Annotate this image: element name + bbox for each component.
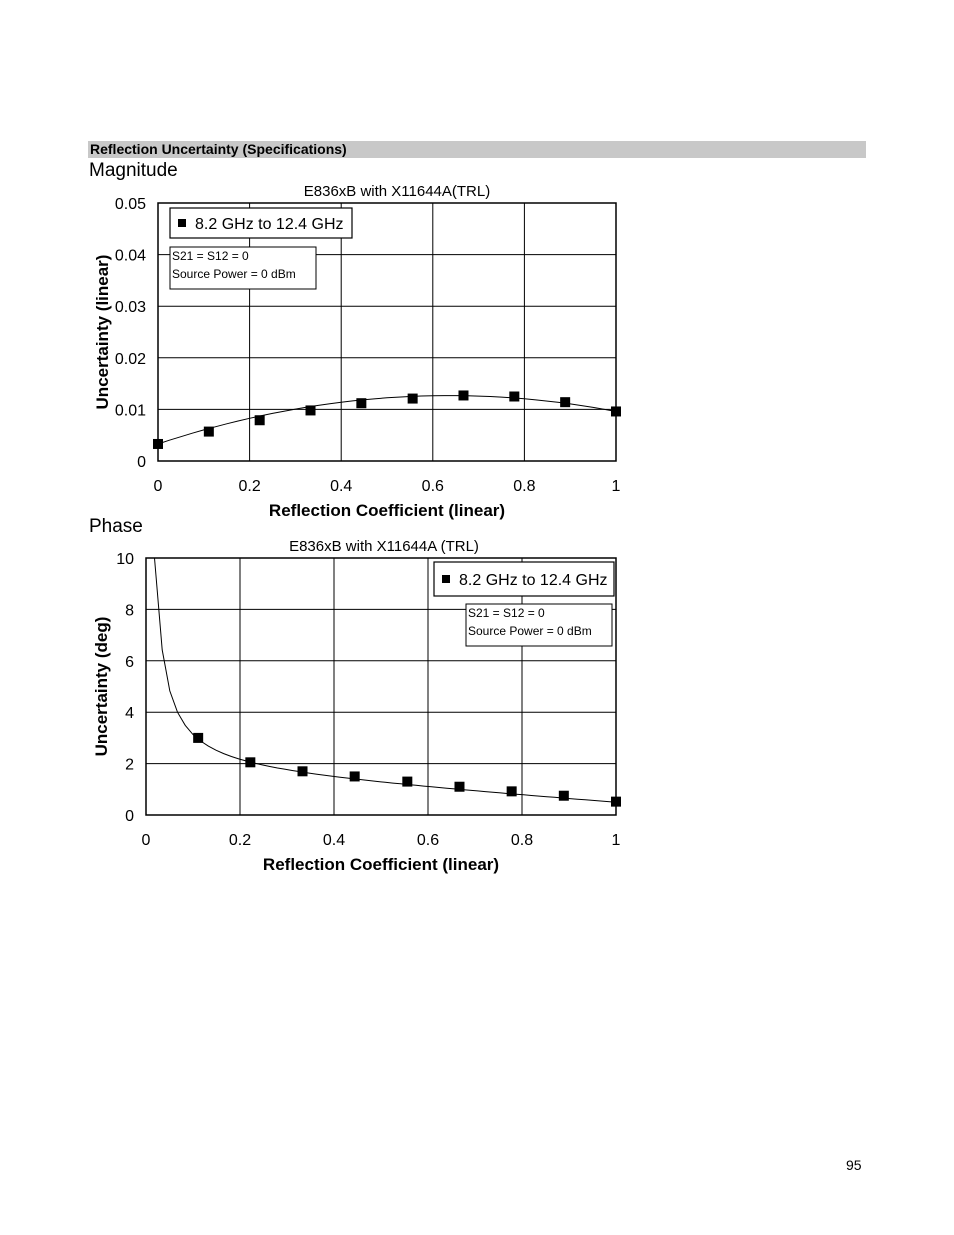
chart-title: E836xB with X11644A (TRL) [289,538,479,555]
data-point [298,766,308,776]
y-tick-label: 0.03 [114,299,146,317]
x-tick-label: 0.8 [513,478,536,495]
annotation-text: Source Power = 0 dBm [468,624,592,638]
y-tick-label: 4 [125,705,134,723]
y-tick-label: 0.05 [114,196,146,213]
data-point [611,797,621,807]
phase-heading: Phase [89,516,143,537]
x-tick-label: 0 [141,832,151,849]
data-point [454,782,464,792]
y-tick-label: 2 [125,756,134,774]
data-point [507,786,517,796]
section-title: Reflection Uncertainty (Specifications) [90,141,347,157]
y-tick-label: 0.02 [114,350,146,368]
y-tick-label: 10 [116,551,134,568]
data-point [350,771,360,781]
legend-label: 8.2 GHz to 12.4 GHz [459,572,608,589]
y-tick-label: 6 [125,653,134,671]
x-tick-label: 0.4 [330,478,353,495]
y-tick-label: 0 [125,808,134,825]
x-tick-label: 0.8 [510,832,534,849]
x-axis-label: Reflection Coefficient (linear) [268,501,506,520]
data-point [559,791,569,801]
x-tick-label: 0.6 [421,478,444,495]
chart-title: E836xB with X11644A(TRL) [303,183,491,200]
page-number: 95 [846,1157,862,1173]
data-point [245,757,255,767]
y-tick-label: 0 [137,454,146,471]
data-point [193,733,203,743]
legend-label: 8.2 GHz to 12.4 GHz [195,216,344,233]
y-tick-label: 0.01 [114,402,146,420]
x-tick-label: 1 [611,832,621,849]
x-axis-label: Reflection Coefficient (linear) [262,855,500,874]
legend-marker [442,575,450,583]
y-tick-label: 0.04 [114,247,146,265]
magnitude-heading: Magnitude [89,160,178,181]
y-tick-label: 8 [125,602,134,620]
annotation-text: S21 = S12 = 0 [468,606,545,620]
data-point [402,777,412,787]
x-tick-label: 0.2 [238,478,261,495]
x-tick-label: 0.6 [416,832,440,849]
y-axis-label: Uncertainty (deg) [92,616,111,757]
x-tick-label: 1 [611,478,621,495]
x-tick-label: 0.4 [322,832,346,849]
y-axis-label: Uncertainty (linear) [93,254,112,410]
annotation-text: S21 = S12 = 0 [172,249,249,263]
x-tick-label: 0 [153,478,163,495]
annotation-text: Source Power = 0 dBm [172,267,296,281]
x-tick-label: 0.2 [228,832,252,849]
